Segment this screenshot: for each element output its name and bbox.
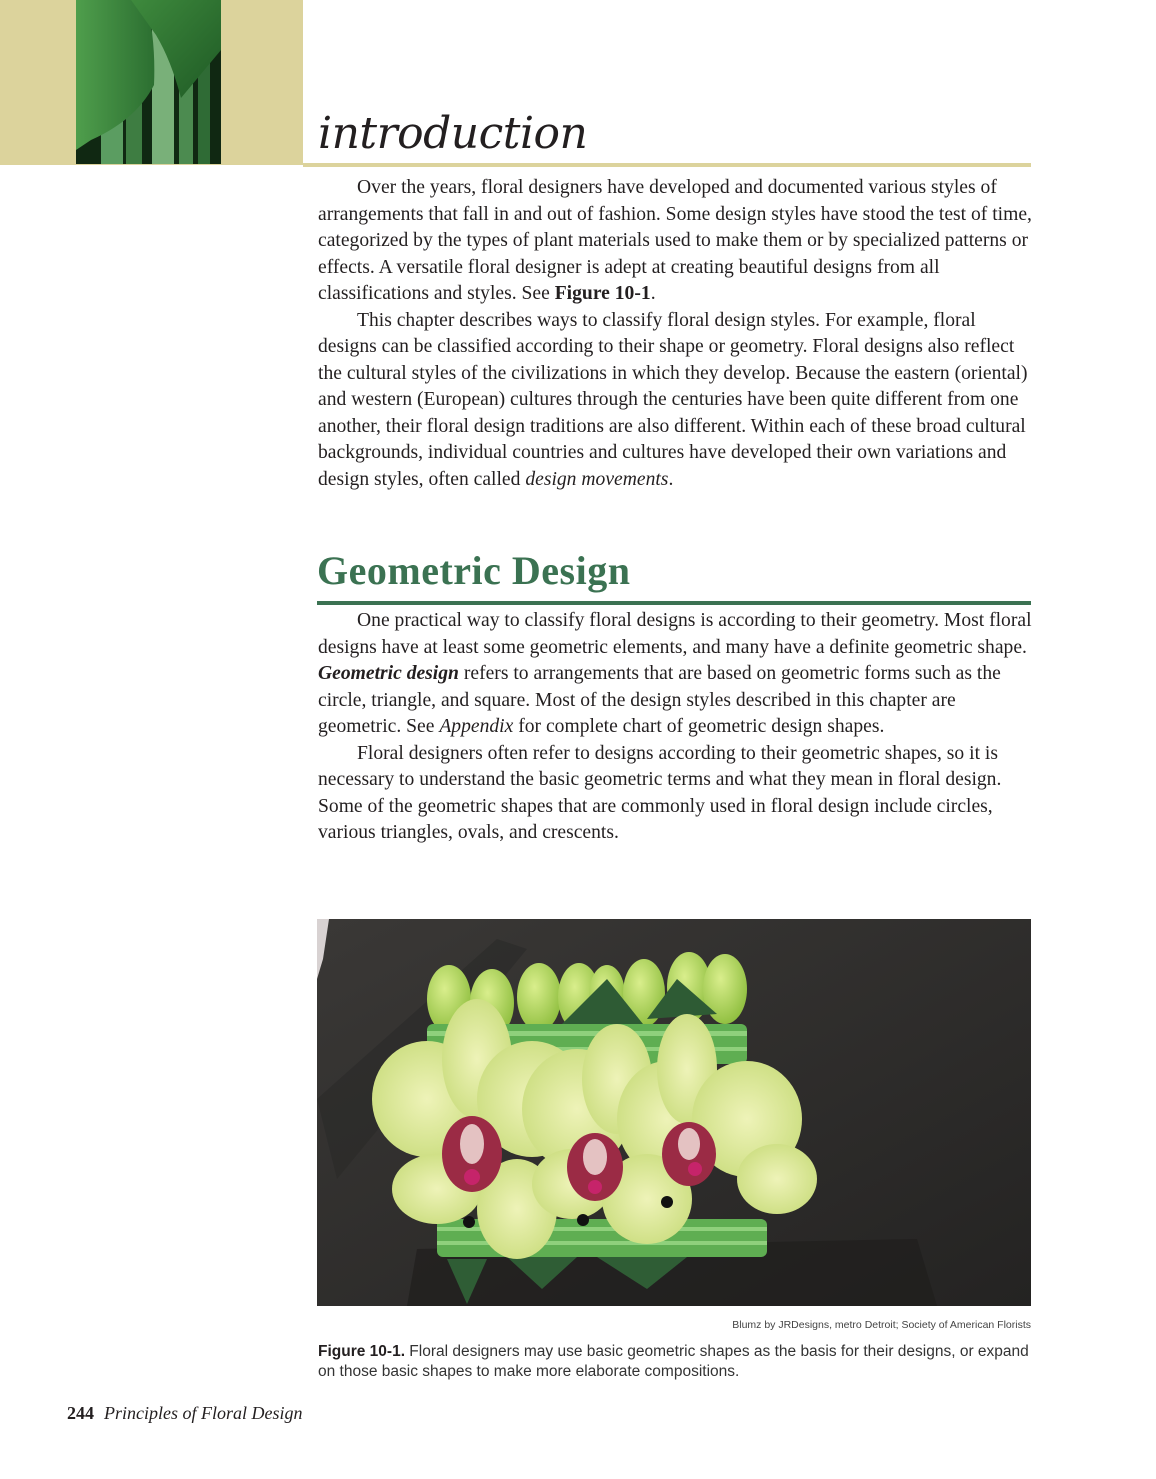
paragraph-text: for complete chart of geometric design shapes.	[513, 716, 885, 737]
orchid-boutonniere-illustration	[317, 919, 1031, 1306]
paragraph-text: This chapter describes ways to classify floral design styles. For example, floral designs can be classified according to their shape or geometry. Floral designs also reflect the cultural styles of the civilizations in which they develop. Because the eastern (oriental) and western (European) cultures through the centuries have been quite different from one another, their floral design traditions are also different. Within each of these broad cultural backgrounds, individual countries and cultures have developed their own variations and design styles, often called	[318, 309, 1028, 490]
section-body	[318, 608, 1033, 847]
figure-reference: Figure 10-1	[554, 283, 651, 304]
paragraph-text: Over the years, floral designers have developed and documented various styles of arrangements that fall in and out of fashion. Some design styles have stood the test of time, categorized by the types of plant materials used to make them or by specialized patterns or effects. A versatile floral designer is adept at creating beautiful designs from all classifications and styles. See	[318, 177, 1032, 304]
leaf-photo	[76, 0, 221, 164]
appendix-reference: Appendix	[439, 716, 514, 737]
book-title: Principles of Floral Design	[104, 1403, 303, 1423]
intro-title-rule	[303, 163, 1031, 167]
leaf-illustration	[76, 0, 221, 164]
figure-photo	[317, 919, 1031, 1306]
figure-label: Figure 10-1.	[318, 1343, 405, 1360]
paragraph-text: .	[650, 283, 656, 304]
section-heading-rule	[317, 601, 1031, 605]
figure-caption	[318, 1342, 1033, 1382]
section-heading: Geometric Design	[317, 548, 631, 593]
paragraph-text: One practical way to classify floral designs is according to their geometry. Most floral designs have at least some geometric elements, and many have a definite geometric shape.	[318, 610, 1032, 658]
section-paragraph-2: Floral designers often refer to designs according to their geometric shapes, so it is necessary to understand the basic geometric terms and what they mean in floral design. Some of the geometric shapes that are commonly used in floral design include circles, various triangles, ovals, and crescents.	[318, 742, 1002, 843]
paragraph-text: refers to arrangements that are based on geometric forms such as the circle, triangle, and square. Most of the design styles described in this chapter are geometric. See	[318, 663, 1001, 737]
intro-paragraph-1	[318, 175, 1033, 308]
paragraph-text: .	[668, 468, 674, 490]
intro-body	[318, 175, 1033, 493]
photo-credit: Blumz by JRDesigns, metro Detroit; Society of American Florists	[732, 1319, 1031, 1331]
page-footer	[67, 1403, 302, 1424]
page-number: 244	[67, 1403, 94, 1423]
term-design-movements: design movements	[525, 468, 669, 490]
intro-title: introduction	[318, 108, 588, 159]
section-paragraph-1	[318, 608, 1033, 741]
term-geometric-design: Geometric design	[318, 663, 459, 684]
caption-text: Floral designers may use basic geometric shapes as the basis for their designs, or expand on those basic shapes to make more elaborate compositions.	[318, 1343, 1029, 1380]
intro-paragraph-2	[318, 308, 1033, 494]
